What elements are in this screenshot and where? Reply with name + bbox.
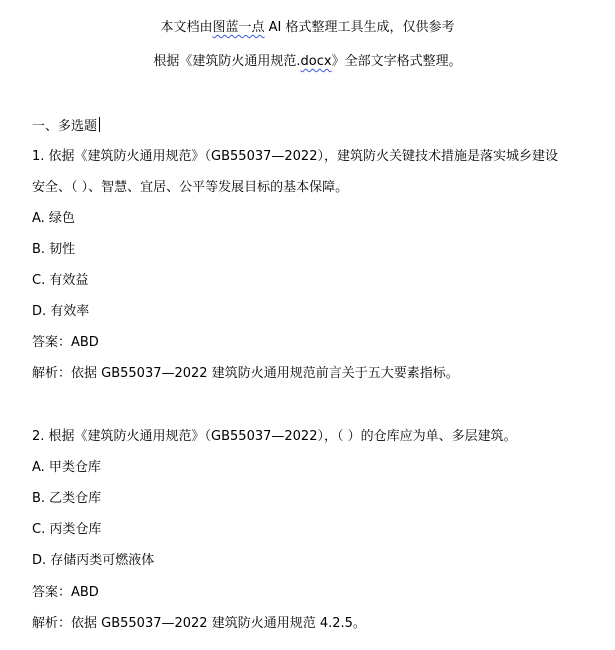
question-1-stem-line-2: 安全、（ ）、智慧、宜居、公平等发展目标的基本保障。	[32, 180, 349, 195]
header-line-2-suffix: 》全部文字格式整理。	[331, 54, 462, 69]
header-line-2	[0, 53, 615, 71]
question-2-analysis: 解析：依据 GB55037—2022 建筑防火通用规范 4.2.5。	[32, 616, 366, 631]
question-1-answer: 答案：ABD	[32, 335, 99, 350]
question-2-option-d: D. 存储丙类可燃液体	[32, 553, 155, 568]
question-1-option-b: B. 韧性	[32, 242, 76, 257]
question-1-stem-line-1: 1. 依据《建筑防火通用规范》（GB55037—2022），建筑防火关键技术措施是落实城乡建设	[32, 149, 558, 164]
question-2-option-c: C. 丙类仓库	[32, 522, 102, 537]
section-title-text: 一、多选题	[32, 119, 98, 134]
file-extension: docx	[300, 54, 332, 69]
header-line-1	[0, 19, 615, 37]
question-1-analysis: 解析：依据 GB55037—2022 建筑防火通用规范前言关于五大要素指标。	[32, 366, 459, 381]
header-line-2-prefix: 根据《建筑防火通用规范.	[153, 54, 301, 69]
header-line-1-prefix: 本文档由	[160, 20, 213, 35]
header-line-1-suffix: AI 格式整理工具生成，仅供参考	[264, 20, 455, 35]
question-2-option-a: A. 甲类仓库	[32, 460, 101, 475]
question-1-option-c: C. 有效益	[32, 273, 89, 288]
section-title[interactable]	[32, 117, 100, 136]
brand-link[interactable]: 图蓝一点	[212, 20, 265, 35]
question-1-option-d: D. 有效率	[32, 304, 90, 319]
question-2-option-b: B. 乙类仓库	[32, 491, 102, 506]
question-2-stem-line-1: 2. 根据《建筑防火通用规范》（GB55037—2022），（ ）的仓库应为单、多层建筑。	[32, 429, 517, 444]
question-2-answer: 答案：ABD	[32, 585, 99, 600]
question-1-option-a: A. 绿色	[32, 211, 75, 226]
text-cursor	[99, 117, 100, 132]
